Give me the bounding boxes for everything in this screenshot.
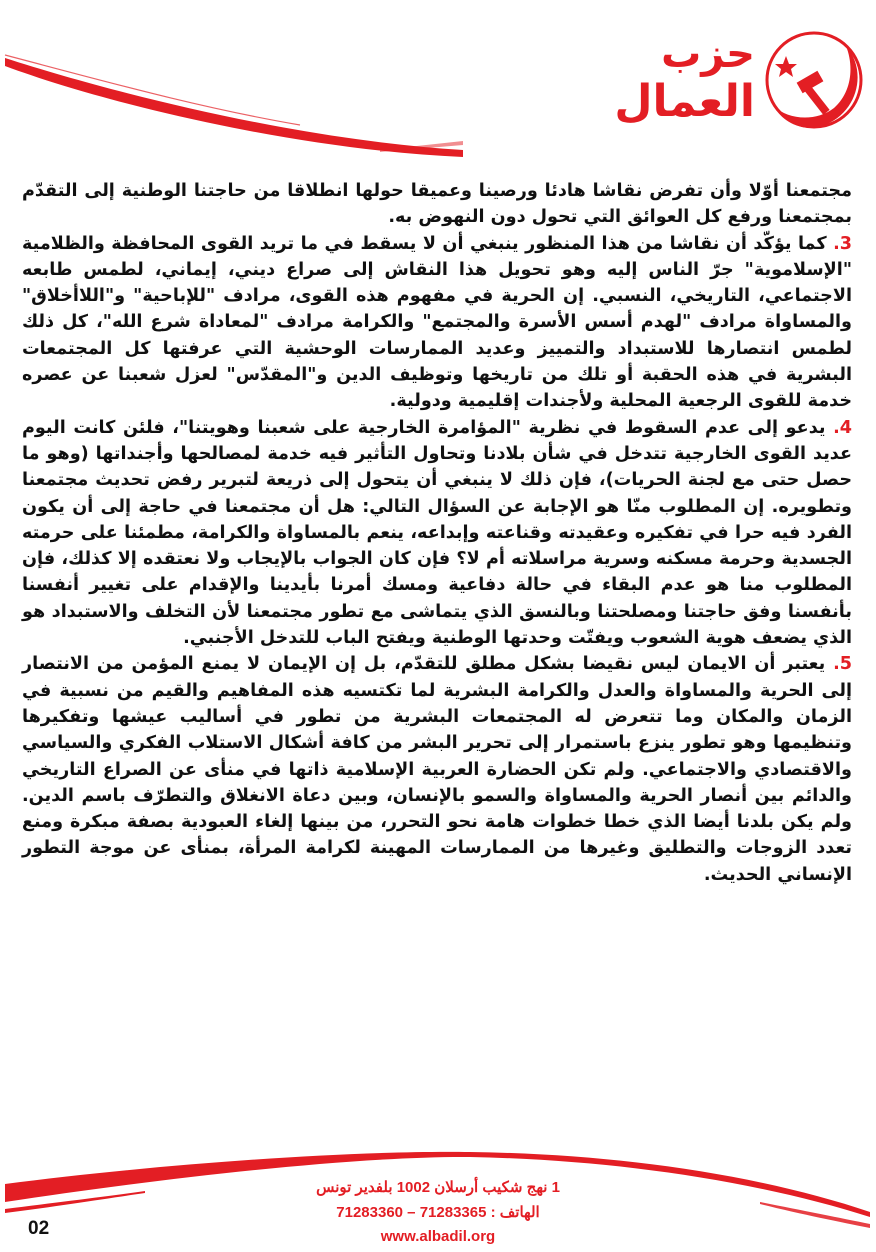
paragraph-text: يعتبر أن الايمان ليس نقيضا بشكل مطلق للتقدّم، بل إن الإيمان لا يمنع المؤمن من الانتصار إلى الحرية والمساواة والعدل والكرامة البشرية لما تكتسيه هذه المفاهيم والقيم من نسبية في الزمان والمكان وما تتعرض له المجتمعات البشرية من تطور في أساليب عيشها وتفكيرها وتنظيمها وهو تطور ينزع باستمرار إلى تحرير البشر من كافة أشكال الاستلاب الفكري والسياسي والاقتصادي والاجتماعي. ولم تكن الحضارة العربية الإسلامية ذاتها في منأى عن الصراع التاريخي والدائم بين أنصار الحرية والمساواة والسمو بالإنسان، وبين دعاة الانغلاق والتطرّف باسم الدين. ولم يكن بلدنا أيضا الذي خطا خطوات هامة نحو التحرر، من بينها إلغاء العبودية بصفة مبكرة ومنع تعدد الزوجات والتطليق وغيرها من الممارسات المهينة لكرامة المرأة، بمنأى عن موجة التطور الإنساني الحديث.: [22, 654, 852, 885]
point-number: 4.: [833, 417, 852, 438]
logo-line-al-ummal: العمال: [614, 76, 755, 127]
paragraph-point-3: [22, 231, 852, 415]
page-header: [0, 0, 876, 170]
point-number: 5.: [833, 654, 852, 675]
paragraph-text: كما يؤكّد أن نقاشا من هذا المنظور ينبغي أن لا يسقط في ما تريد القوى المحافظة والظلامية "الإسلاموية" جرّ الناس إليه وهو تحويل هذا النقاش إلى صراع ديني، إيماني، لطمس طابعه الاجتماعي، التاريخي، النسبي. إن الحرية في مفهوم هذه القوى، مرادف "للإباحية" و"اللاأخلاق" والمساواة مرادف "لهدم أسس الأسرة والمجتمع" والكرامة مرادف "لمعاداة شرع الله"، كل ذلك لطمس انتصارها للاستبداد والتمييز وعديد الممارسات الوحشية التي عرفتها كل المجتمعات البشرية في هذه الحقبة أو تلك من تاريخها وتوظيف الدين و"المقدّس" لعزل شعبنا عن عصره خدمة للقوى الرجعية المحلية ولأجندات إقليمية ودولية.: [22, 233, 852, 412]
paragraph-intro-continuation: [22, 178, 852, 231]
paragraph-point-5: [22, 651, 852, 888]
point-number: 3.: [833, 233, 852, 254]
paragraph-text: مجتمعنا أوّلا وأن تفرض نقاشا هادئا ورصينا وعميقا حولها انطلاقا من حاجتنا الوطنية إلى التقدّم بمجتمعنا ورفع كل العوائق التي تحول دون النهوض به.: [22, 181, 852, 228]
page-number: 02: [28, 1218, 50, 1239]
footer-website-link[interactable]: www.albadil.org: [380, 1228, 496, 1245]
page-footer: [0, 1140, 876, 1252]
logo-text: [614, 31, 755, 127]
logo-line-hizb: حزب: [661, 31, 755, 77]
paragraph-text: يدعو إلى عدم السقوط في نظرية "المؤامرة الخارجية على شعبنا وهويتنا"، فلئن كانت اليوم عديد القوى الخارجية تتدخل في شأن بلادنا وتحاول التأثير فيه خدمة لمصالحها وأجنداتها (وهو ما حصل حتى مع لجنة الحريات)، فإن ذلك لا ينبغي أن يتحول إلى ذريعة لتبرير رفض تحديث مجتمعنا وتطويره. إن المطلوب منّا هو الإجابة عن السؤال التالي: هل أن مجتمعنا في حاجة إلى أن يكون الفرد فيه حرا في تفكيره وعقيدته وقناعته وإبداعه، ينعم بالمساواة والكرامة، مطمئنا على حرمته الجسدية وحرمة مسكنه وسرية مراسلاته أم لا؟ فإن كان الجواب بالإيجاب ولا نعتقده إلا كذلك، فإن المطلوب منا هو عدم البقاء في حالة دفاعية ومسك أمرنا بأيدينا والإقدام على تغيير أنفسنا بأنفسنا وفق حاجتنا ومصلحتنا وبالنسق الذي يتماشى مع تطور مجتمعنا لأن التخلف والاستبداد هو الذي يضعف هوية الشعوب ويفتّت وحدتها الوطنية ويفتح الباب للتدخل الأجنبي.: [22, 417, 852, 649]
article-body: [22, 178, 852, 888]
hammer-sickle-star-icon: [758, 26, 870, 134]
footer-phone: الهاتف : 71283365 – 71283360: [336, 1204, 540, 1221]
footer-address: 1 نهج شكيب أرسلان 1002 بلفدير تونس: [316, 1179, 560, 1196]
party-logo: [610, 26, 870, 136]
paragraph-point-4: [22, 415, 852, 652]
